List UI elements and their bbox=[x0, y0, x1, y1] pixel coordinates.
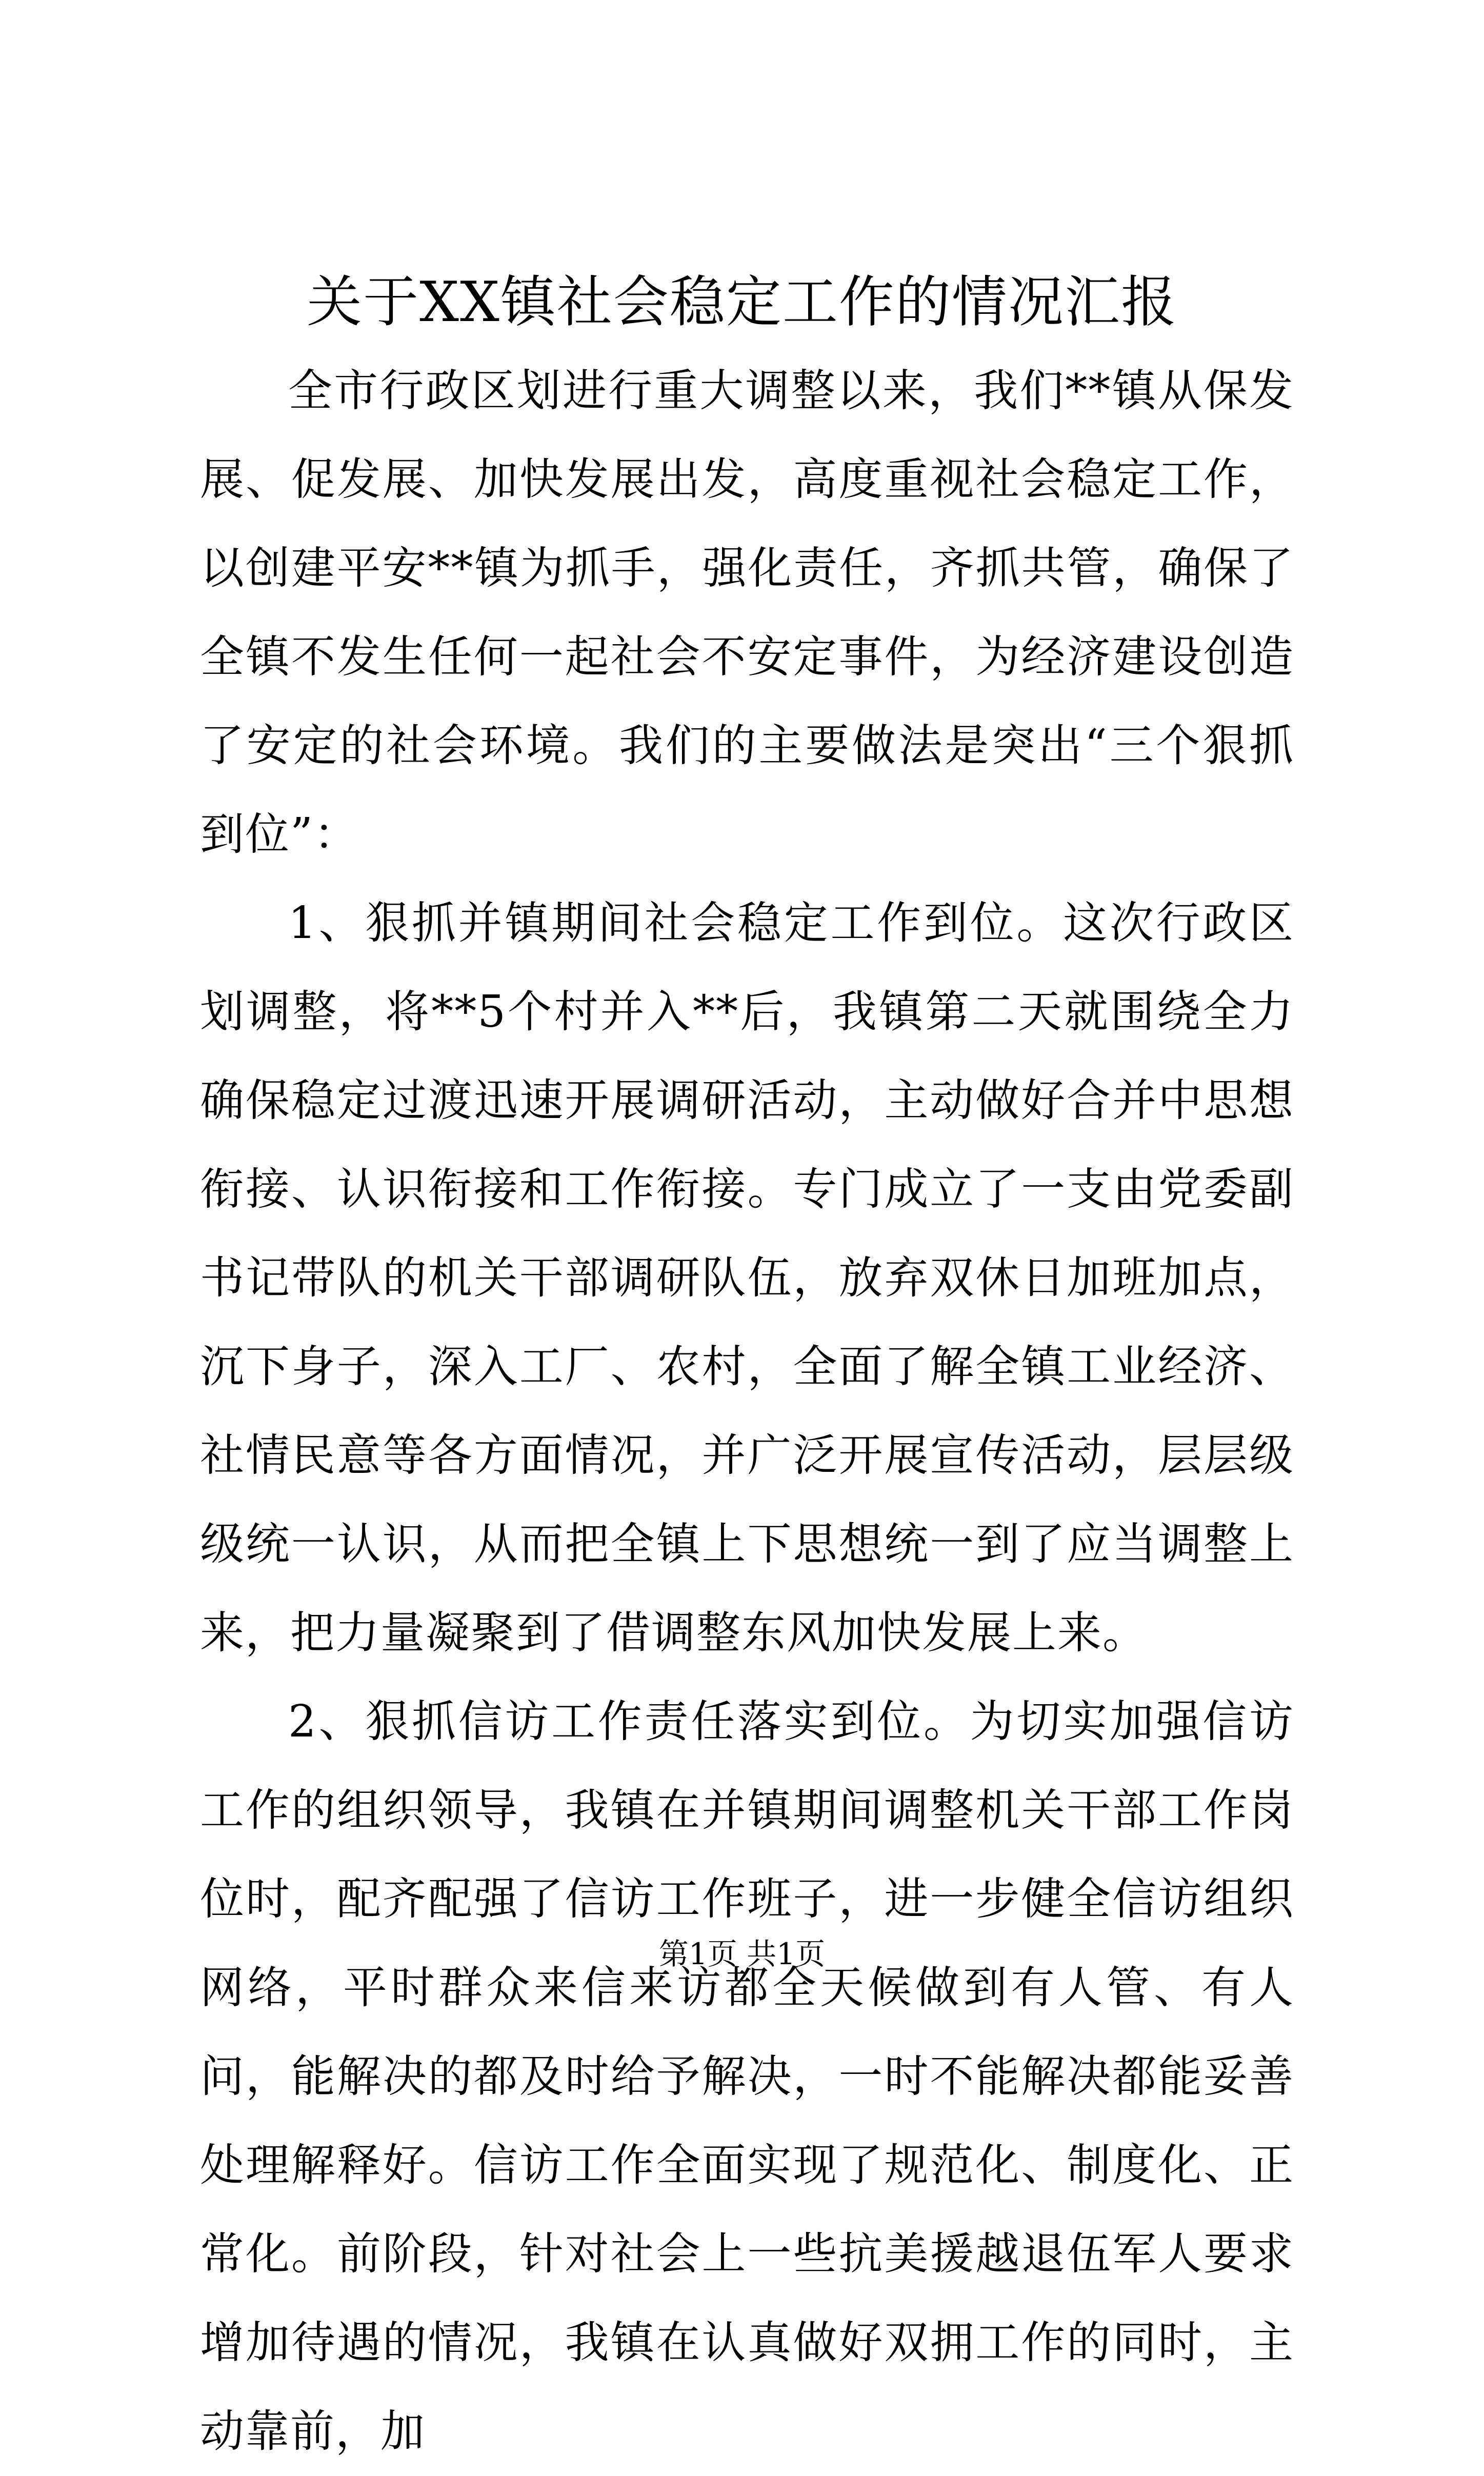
document-body bbox=[200, 347, 1294, 2476]
paragraph-intro: 全市行政区划进行重大调整以来，我们**镇从保发展、促发展、加快发展出发，高度重视社会稳定工作，以创建平安**镇为抓手，强化责任，齐抓共管，确保了全镇不发生任何一起社会不安定事件，为经济建设创造了安定的社会环境。我们的主要做法是突出“三个狠抓到位”： bbox=[200, 365, 1294, 860]
paragraph-item-1: 1、狠抓并镇期间社会稳定工作到位。这次行政区划调整，将**5个村并入**后，我镇第二天就围绕全力确保稳定过渡迅速开展调研活动，主动做好合并中思想衔接、认识衔接和工作衔接。专门成立了一支由党委副书记带队的机关干部调研队伍，放弃双休日加班加点，沉下身子，深入工厂、农村，全面了解全镇工业经济、社情民意等各方面情况，并广泛开展宣传活动，层层级级统一认识，从而把全镇上下思想统一到了应当调整上来，把力量凝聚到了借调整东风加快发展上来。 bbox=[200, 897, 1294, 1659]
page-footer: 第1页 共1页 bbox=[658, 1936, 826, 1971]
document-title: 关于XX镇社会稳定工作的情况汇报 bbox=[307, 270, 1177, 334]
paragraph-item-2: 2、狠抓信访工作责任落实到位。为切实加强信访工作的组织领导，我镇在并镇期间调整机关干部工作岗位时，配齐配强了信访工作班子，进一步健全信访组织网络，平时群众来信来访都全天候做到有人管、有人问，能解决的都及时给予解决，一时不能解决都能妥善处理解释好。信访工作全面实现了规范化、制度化、正常化。前阶段，针对社会上一些抗美援越退伍军人要求增加待遇的情况，我镇在认真做好双拥工作的同时，主动靠前，加 bbox=[200, 1696, 1294, 2457]
